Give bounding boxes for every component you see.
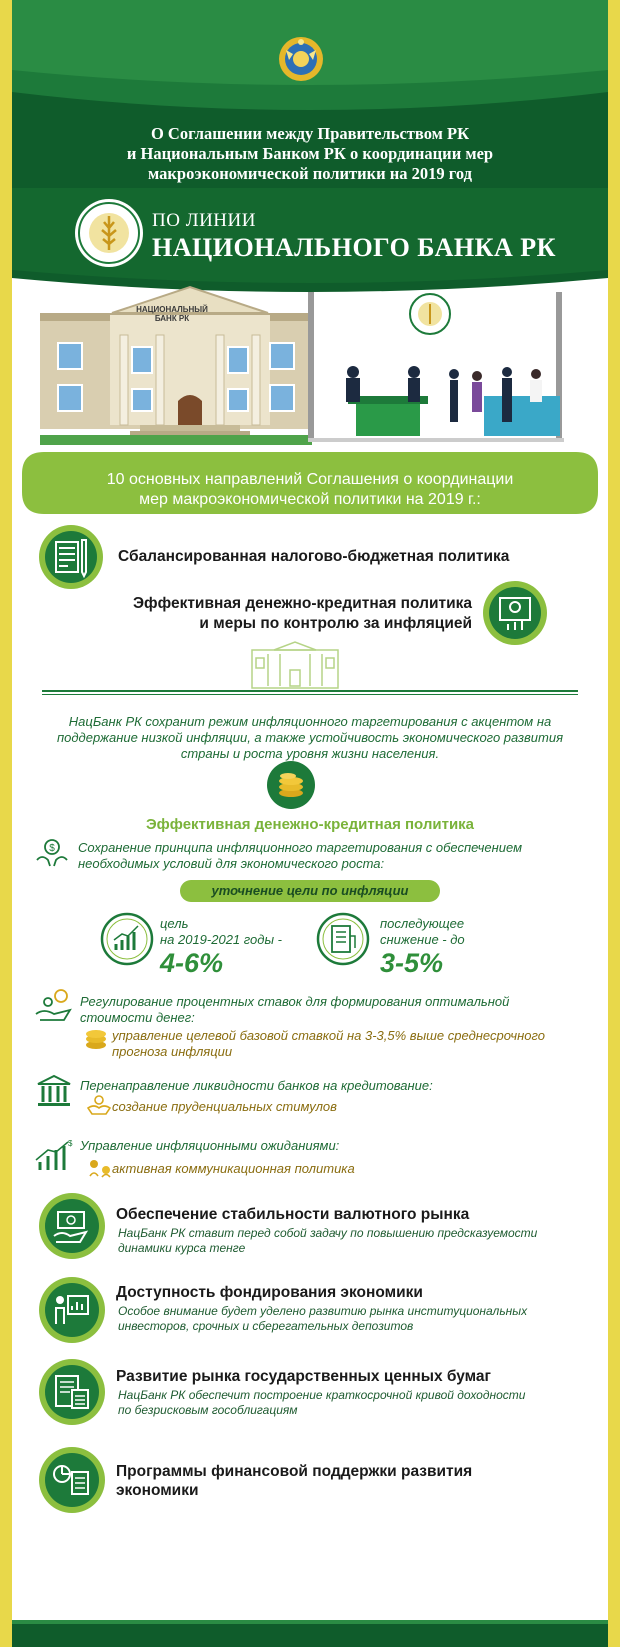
headline-line: мер макроэкономической политики на 2019 г.:: [139, 491, 481, 508]
direction-fiscal: Сбалансированная налогово-бюджетная политика: [118, 548, 510, 565]
target-value: 4-6%: [160, 948, 224, 978]
section-title-line: Программы финансовой поддержки развития: [116, 1463, 473, 1480]
section-title: [116, 1462, 472, 1500]
national-bank-logo-icon: [74, 198, 144, 268]
infographic-sheet: [12, 0, 608, 1647]
svg-text:$: $: [49, 843, 55, 854]
finance-support-icon: [38, 1446, 106, 1514]
intro-line: НацБанк РК сохранит режим инфляционного таргетирования с акцентом на: [68, 714, 552, 729]
rates-line: Регулирование процентных ставок для формирования оптимальной: [80, 994, 510, 1009]
title-line: макроэкономической политики на 2019 год: [148, 164, 472, 183]
growth-chart-icon: [100, 912, 154, 966]
headline: [32, 470, 588, 510]
rising-bars-icon: [34, 1138, 74, 1172]
target-label: на 2019-2021 годы -: [160, 932, 282, 947]
title-line: О Соглашении между Правительством РК: [150, 124, 470, 143]
refine-label: уточнение цели по инфляции: [211, 883, 409, 898]
later-label: последующее: [380, 916, 465, 931]
direction-monetary: [72, 594, 472, 634]
rates-sub: [112, 1028, 592, 1060]
incentive-icon: [86, 1094, 112, 1116]
section-desc: [118, 1226, 588, 1256]
hands-money-icon: [34, 836, 70, 872]
footer-band: [12, 1620, 608, 1647]
expectations-text: Управление инфляционными ожиданиями:: [80, 1138, 340, 1153]
later-block: [380, 916, 465, 979]
headline-line: 10 основных направлений Соглашения о координации: [106, 471, 514, 488]
intro-text: [32, 714, 588, 762]
section-desc-line: НацБанк РК обеспечит построение краткосрочной кривой доходности: [118, 1388, 526, 1402]
principle-text: [78, 840, 598, 872]
liquidity-sub: создание пруденциальных стимулов: [112, 1099, 337, 1114]
rates-line: стоимости денег:: [80, 1010, 195, 1025]
coins-icon: [266, 760, 316, 810]
office-scene-illustration: [308, 292, 564, 448]
bank-outline-icon: [248, 640, 342, 692]
rates-sub-line: управление целевой базовой ставкой на 3-3,5% выше среднесрочного: [112, 1028, 545, 1043]
intro-line: поддержание низкой инфляции, а также устойчивость экономического развития: [56, 730, 564, 745]
hand-coin-icon: [34, 988, 74, 1024]
svg-text:$: $: [68, 1139, 73, 1148]
principle-line: необходимых условий для экономического роста:: [78, 856, 385, 871]
section-desc: [118, 1304, 588, 1334]
liquidity-text: Перенаправление ликвидности банков на кредитование:: [80, 1078, 433, 1093]
monitor-money-icon: [482, 580, 548, 646]
section-desc-line: Особое внимание будет уделено развитию рынка институциональных: [118, 1304, 528, 1318]
rates-sub-line: прогноза инфляции: [112, 1044, 233, 1059]
title-line: и Национальным Банком РК о координации мер: [126, 144, 494, 163]
direction-monetary-line: и меры по контролю за инфляцией: [199, 615, 472, 632]
expectations-sub: активная коммуникационная политика: [112, 1161, 355, 1176]
state-emblem-icon: [278, 36, 324, 82]
rates-text: [80, 994, 590, 1026]
section-title-line: экономики: [116, 1482, 199, 1499]
org-chart-icon: [316, 912, 370, 966]
calculator-icon: [38, 524, 104, 590]
target-block: [160, 916, 282, 979]
section-title: Доступность фондирования экономики: [116, 1284, 423, 1301]
section-desc-line: инвесторов, срочных и сберегательных депозитов: [118, 1319, 414, 1333]
later-value: 3-5%: [380, 948, 444, 978]
section-desc-line: динамики курса тенге: [118, 1241, 246, 1255]
policy-title: Эффективная денежно-кредитная политика: [145, 816, 475, 833]
section-title: Развитие рынка государственных ценных бумаг: [116, 1368, 492, 1385]
bank-columns-icon: [36, 1074, 72, 1108]
coin-stack-icon: [84, 1028, 108, 1050]
principle-line: Сохранение принципа инфляционного таргетирования с обеспечением: [78, 840, 523, 855]
section-desc: [118, 1388, 588, 1418]
intro-line: страны и роста уровня жизни населения.: [180, 746, 440, 761]
securities-icon: [38, 1358, 106, 1426]
communication-icon: [88, 1158, 112, 1178]
bank-name: НАЦИОНАЛЬНОГО БАНКА РК: [152, 233, 557, 262]
line-prefix: ПО ЛИНИИ: [152, 210, 256, 231]
building-sign: НАЦИОНАЛЬНЫЙ БАНК РК: [136, 305, 208, 323]
currency-hand-icon: [38, 1192, 106, 1260]
target-label: цель: [160, 916, 189, 931]
page-title: [72, 124, 548, 184]
section-title: Обеспечение стабильности валютного рынка: [116, 1206, 470, 1223]
section-desc-line: по безрисковым гособлигациям: [118, 1403, 298, 1417]
later-label: снижение - до: [380, 932, 465, 947]
section-desc-line: НацБанк РК ставит перед собой задачу по повышению предсказуемости: [118, 1226, 538, 1240]
divider: [42, 690, 578, 696]
presentation-icon: [38, 1276, 106, 1344]
direction-monetary-line: Эффективная денежно-кредитная политика: [133, 595, 472, 612]
